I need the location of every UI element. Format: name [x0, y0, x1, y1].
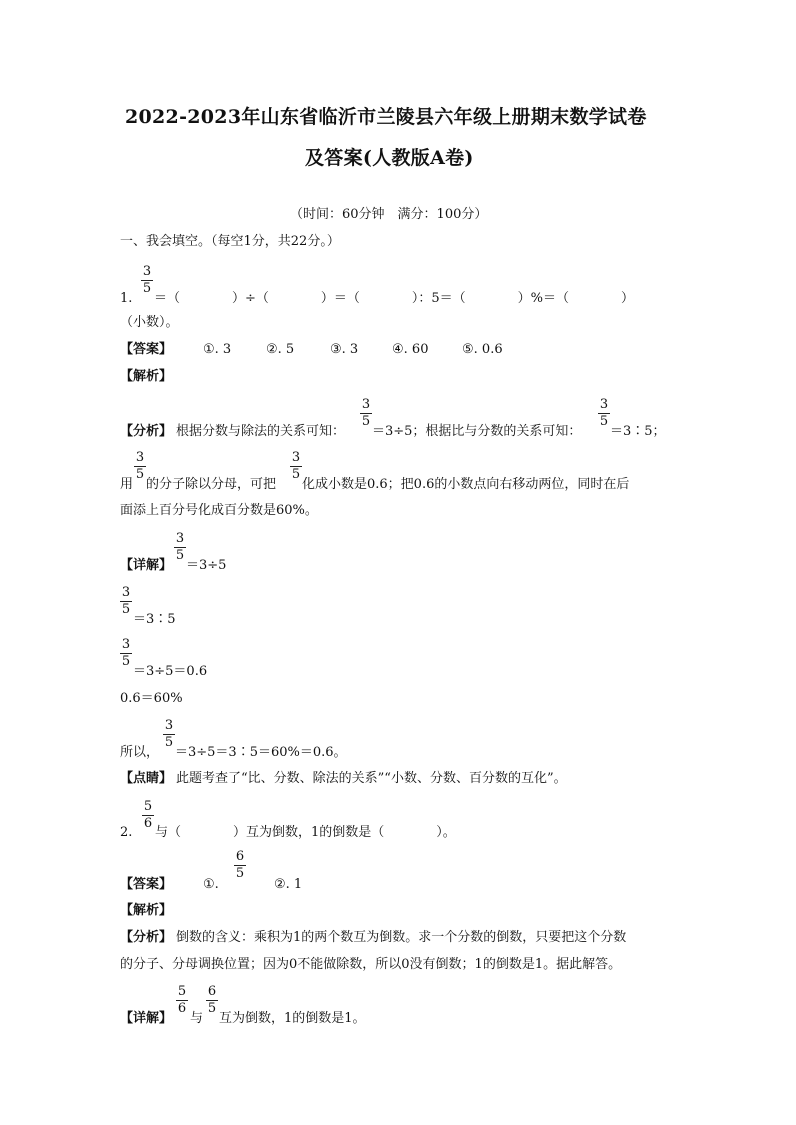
fenxi-text-b: ＝3÷5；根据比与分数的关系可知： — [372, 424, 582, 439]
jiexi-label: 【解析】 — [120, 903, 173, 918]
answer-1-prefix: ①. — [203, 877, 219, 892]
dianjing-text: 此题考查了“比、分数、除法的关系”“小数、分数、百分数的互化”。 — [176, 771, 567, 786]
fenxi-label: 【分析】 — [120, 424, 173, 439]
detail-line4: 0.6＝60% — [120, 691, 183, 706]
fenxi-text-a: 根据分数与除法的关系可知： — [176, 424, 346, 439]
answer-3: ③. 3 — [330, 342, 359, 357]
fenxi-line2-b: 的分子除以分母，可把 — [146, 477, 277, 492]
jiexi-label: 【解析】 — [120, 369, 173, 384]
fraction-3-5: 3 5 — [361, 397, 371, 429]
question-stem: ＝（ ）÷（ ）＝（ ）：5＝（ ）%＝（ ） — [154, 291, 635, 306]
question-number: 1. — [120, 291, 133, 306]
xiangjie-label: 【详解】 — [120, 558, 173, 573]
question-number: 2. — [120, 825, 133, 840]
dianjing-label: 【点睛】 — [120, 771, 173, 786]
suoyi-label: 所以， — [120, 745, 160, 760]
fraction-3-5: 3 5 — [599, 397, 609, 429]
fraction-3-5: 3 5 — [291, 450, 301, 482]
fraction-5-6: 5 6 — [143, 799, 153, 831]
answer-1: ①. 3 — [203, 342, 232, 357]
exam-info: （时间：60分钟 满分：100分） — [290, 207, 488, 222]
answer-5: ⑤. 0.6 — [462, 342, 503, 357]
document-title-line2: 及答案(人教版A卷) — [305, 147, 474, 169]
answer-label: 【答案】 — [120, 342, 173, 357]
fenxi-line2: 的分子、分母调换位置；因为0不能做除数，所以0没有倒数；1的倒数是1。据此解答。 — [120, 957, 622, 972]
fraction-3-5: 3 5 — [135, 450, 145, 482]
answer-2: ②. 5 — [266, 342, 295, 357]
question-stem-cont: （小数）。 — [120, 315, 179, 330]
fraction-3-5: 3 5 — [175, 531, 185, 563]
detail-line1: ＝3÷5 — [186, 558, 227, 573]
document-title-line1: 2022-2023年山东省临沂市兰陵县六年级上册期末数学试卷 — [125, 106, 647, 128]
detail-line3: ＝3÷5＝0.6 — [133, 664, 208, 679]
answer-label: 【答案】 — [120, 877, 173, 892]
fraction-5-6: 5 6 — [177, 984, 187, 1016]
detail-line2: ＝3∶5 — [133, 612, 176, 627]
section-heading: 一、我会填空。（每空1分，共22分。） — [120, 234, 340, 249]
detail-text: 互为倒数，1的倒数是1。 — [219, 1011, 366, 1026]
fraction-3-5: 3 5 — [121, 585, 131, 617]
fenxi-line1: 倒数的含义：乘积为1的两个数互为倒数。求一个分数的倒数，只要把这个分数 — [176, 930, 627, 945]
fenxi-line2-a: 用 — [120, 477, 134, 492]
fenxi-text-c: ＝3∶5； — [610, 424, 666, 439]
xiangjie-label: 【详解】 — [120, 1011, 173, 1026]
fraction-3-5: 3 5 — [121, 637, 131, 669]
fraction-3-5: 3 5 — [142, 264, 152, 296]
fenxi-line3: 面添上百分号化成百分数是60%。 — [120, 503, 318, 518]
fraction-6-5: 6 5 — [235, 849, 245, 881]
fraction-3-5: 3 5 — [164, 718, 174, 750]
question-stem: 与（ ）互为倒数，1的倒数是（ ）。 — [155, 825, 456, 840]
fenxi-label: 【分析】 — [120, 930, 173, 945]
answer-2: ②. 1 — [274, 877, 303, 892]
detail-line5: ＝3÷5＝3∶5＝60%＝0.6。 — [175, 745, 347, 760]
fenxi-line2-c: 化成小数是0.6；把0.6的小数点向右移动两位，同时在后 — [302, 477, 630, 492]
answer-4: ④. 60 — [392, 342, 429, 357]
detail-yu: 与 — [190, 1011, 204, 1026]
fraction-6-5: 6 5 — [207, 984, 217, 1016]
